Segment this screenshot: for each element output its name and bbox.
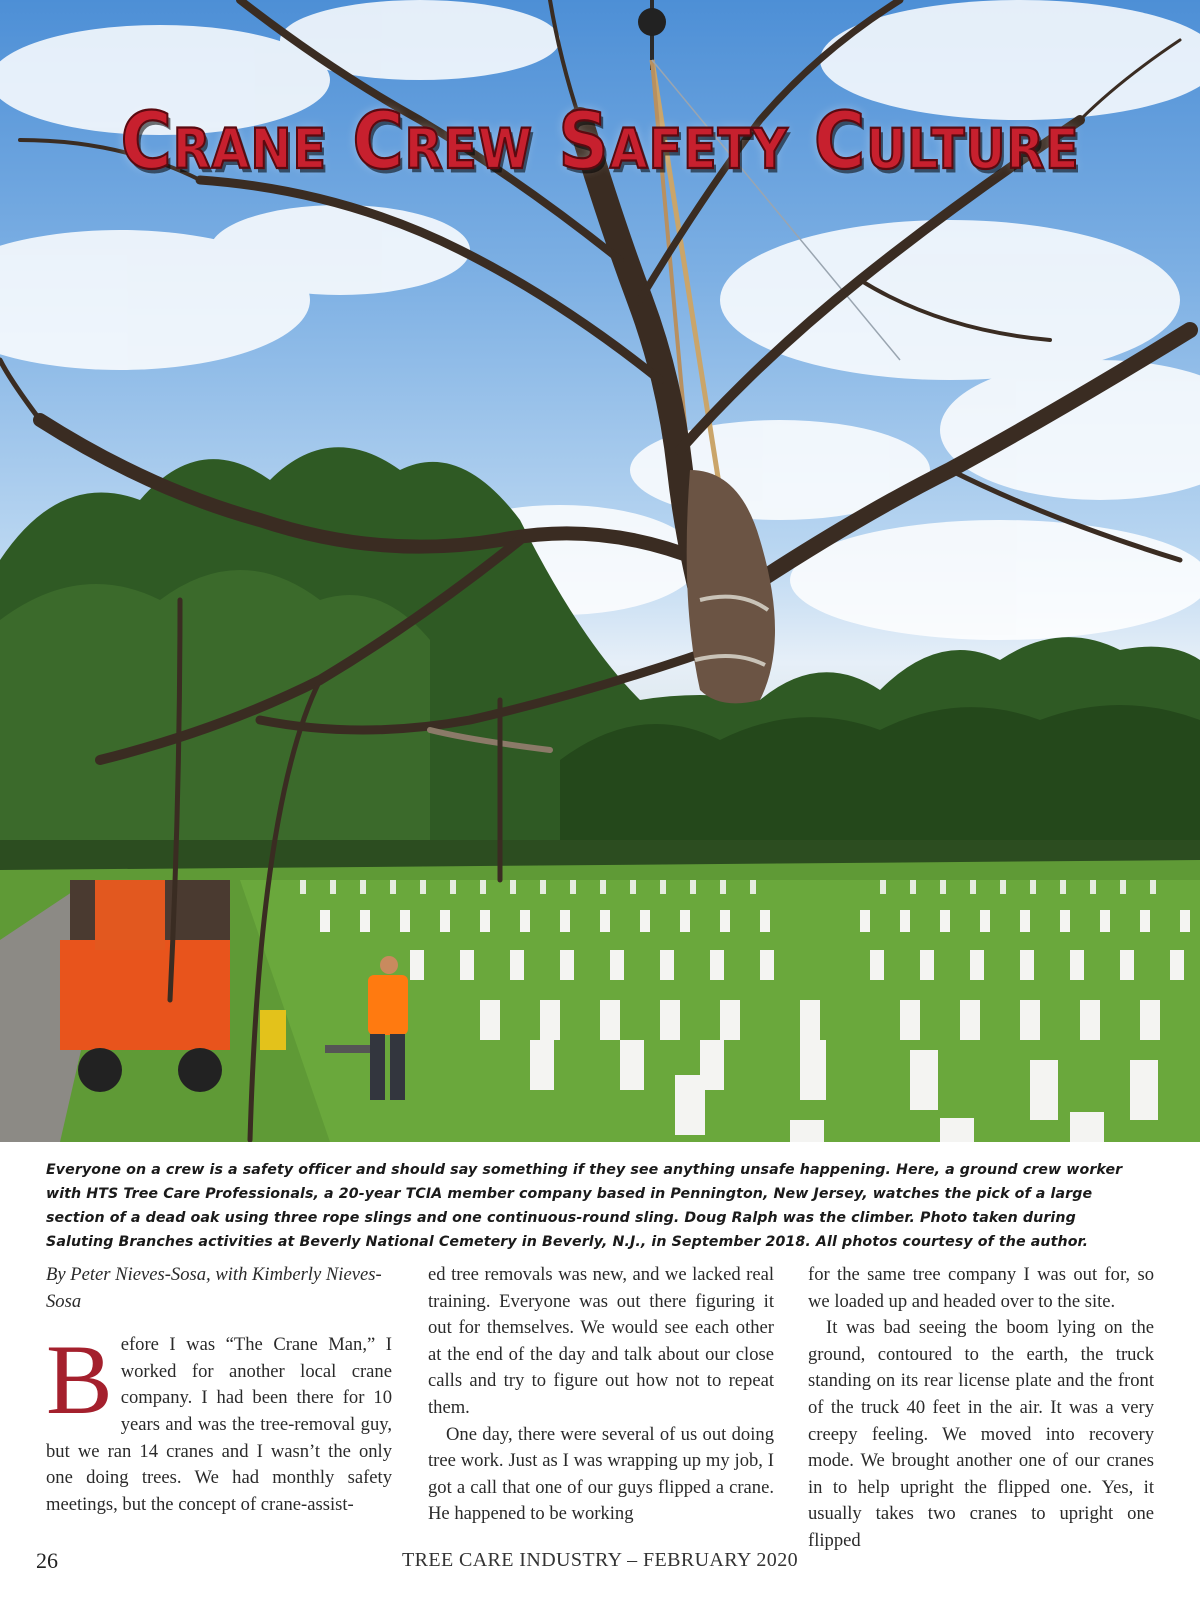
article-title: Crane Crew Safety Culture — [120, 95, 1080, 187]
byline: By Peter Nieves-Sosa, with Kimberly Nieves-Sosa — [46, 1264, 382, 1312]
body-text: efore I was “The Crane Man,” I worked for another local crane company. I had been there for 10 years and was the tree-removal guy, but we ran 14 cranes and I wasn’t the only one doing trees. We had monthly safety meetings, but the concept of crane-assist- — [46, 1334, 392, 1515]
body-paragraph: for the same tree company I was out for, so we loaded up and headed over to the site. — [808, 1264, 1154, 1312]
body-paragraph — [46, 1324, 392, 1518]
body-column-1 — [46, 1262, 392, 1518]
publication-footer: TREE CARE INDUSTRY – FEBRUARY 2020 — [401, 1549, 799, 1571]
drop-cap: B — [46, 1324, 113, 1436]
body-column-2 — [428, 1262, 774, 1528]
body-paragraph: One day, there were several of us out doing tree work. Just as I was wrapping up my job, I got a call that one of our guys flipped a crane. He happened to be working — [428, 1423, 774, 1525]
photo-caption: Everyone on a crew is a safety officer and should say something if they see anything unsafe happening. Here, a ground crew worker with HTS Tree Care Professionals, a 20-year TCIA member company based in Pennington, New Jersey, watches the pick of a large section of a dead oak using three rope slings and one continuous-round sling. Doug Ralph was the climber. Photo taken during Saluting Branches activities at Beverly National Cemetery in Beverly, N.J., in September 2018. All photos courtesy of the author. — [46, 1162, 1123, 1250]
page-number: 26 — [36, 1548, 58, 1573]
body-paragraph: It was bad seeing the boom lying on the ground, contoured to the earth, the truck standing on its rear license plate and the front of the truck 40 feet in the air. It was a very creepy feeling. We moved into recovery mode. We brought another one of our cranes in to help upright the flipped one. Yes, it usually takes two cranes to upright one flipped — [808, 1317, 1154, 1551]
body-column-3 — [808, 1262, 1154, 1555]
body-paragraph: ed tree removals was new, and we lacked real training. Everyone was out there figuring it out for themselves. We would see each other at the end of the day and talk about our close calls and try to figure out how not to repeat them. — [428, 1264, 774, 1418]
